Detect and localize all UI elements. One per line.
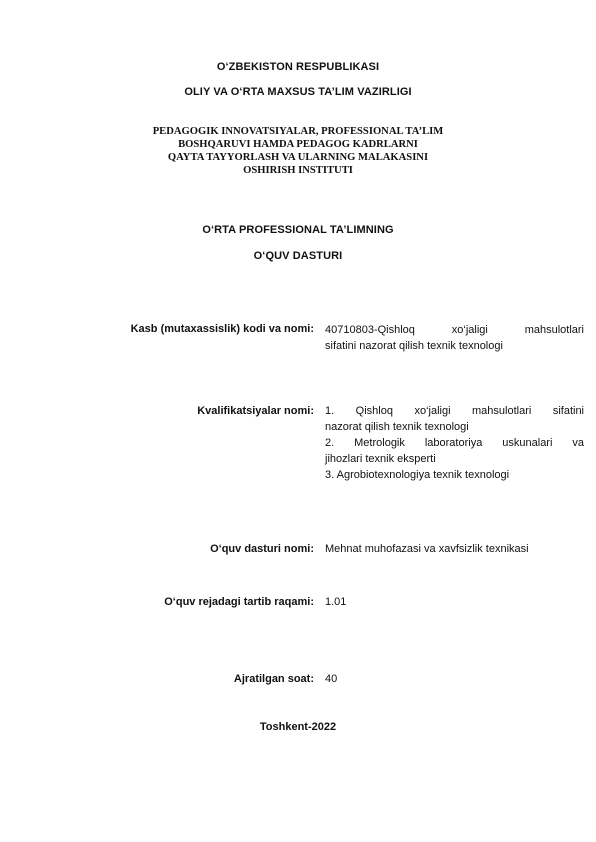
republic-heading: O‘ZBEKISTON RESPUBLIKASI <box>216 61 380 73</box>
institute-name <box>0 125 596 177</box>
institute-line: BOSHQARUVI HAMDA PEDAGOG KADRLARNI <box>178 139 418 150</box>
profession-value-line: sifatini nazorat qilish texnik texnologi <box>325 340 503 352</box>
qualifications-value <box>325 403 584 483</box>
plan-number-label: O‘quv rejadagi tartib raqami: <box>164 596 314 608</box>
ministry-heading: OLIY VA O‘RTA MAXSUS TA’LIM VAZIRLIGI <box>184 86 412 98</box>
plan-number-value: 1.01 <box>325 596 347 608</box>
institute-line: PEDAGOGIK INNOVATSIYALAR, PROFESSIONAL TA’LIM <box>152 126 444 137</box>
institute-line: OSHIRISH INSTITUTI <box>243 165 353 176</box>
program-name-label: O‘quv dasturi nomi: <box>210 543 314 555</box>
qualification-line: nazorat qilish texnik texnologi <box>325 421 469 433</box>
institute-line: QAYTA TAYYORLASH VA ULARNING MALAKASINI <box>167 152 429 163</box>
qualifications-label: Kvalifikatsiyalar nomi: <box>197 405 314 417</box>
qualification-line: 3. Agrobiotexnologiya texnik texnologi <box>325 469 510 481</box>
qualification-line: 2. Metrologik laboratoriya uskunalari va <box>325 437 584 449</box>
profession-value <box>325 322 584 354</box>
document-title-line2: O‘QUV DASTURI <box>253 250 343 262</box>
program-name-value: Mehnat muhofazasi va xavfsizlik texnikasi <box>325 543 529 555</box>
hours-label: Ajratilgan soat: <box>233 673 314 685</box>
document-title-line1: O‘RTA PROFESSIONAL TA’LIMNING <box>202 224 394 236</box>
profession-label: Kasb (mutaxassislik) kodi va nomi: <box>130 323 314 335</box>
qualification-line: 1. Qishloq xo‘jaligi mahsulotlari sifatini <box>325 405 584 417</box>
hours-value: 40 <box>325 673 338 685</box>
city-year-footer: Toshkent-2022 <box>259 721 337 733</box>
profession-value-line: 40710803-Qishloq xo‘jaligi mahsulotlari <box>325 324 584 336</box>
qualification-line: jihozlari texnik eksperti <box>325 453 436 465</box>
